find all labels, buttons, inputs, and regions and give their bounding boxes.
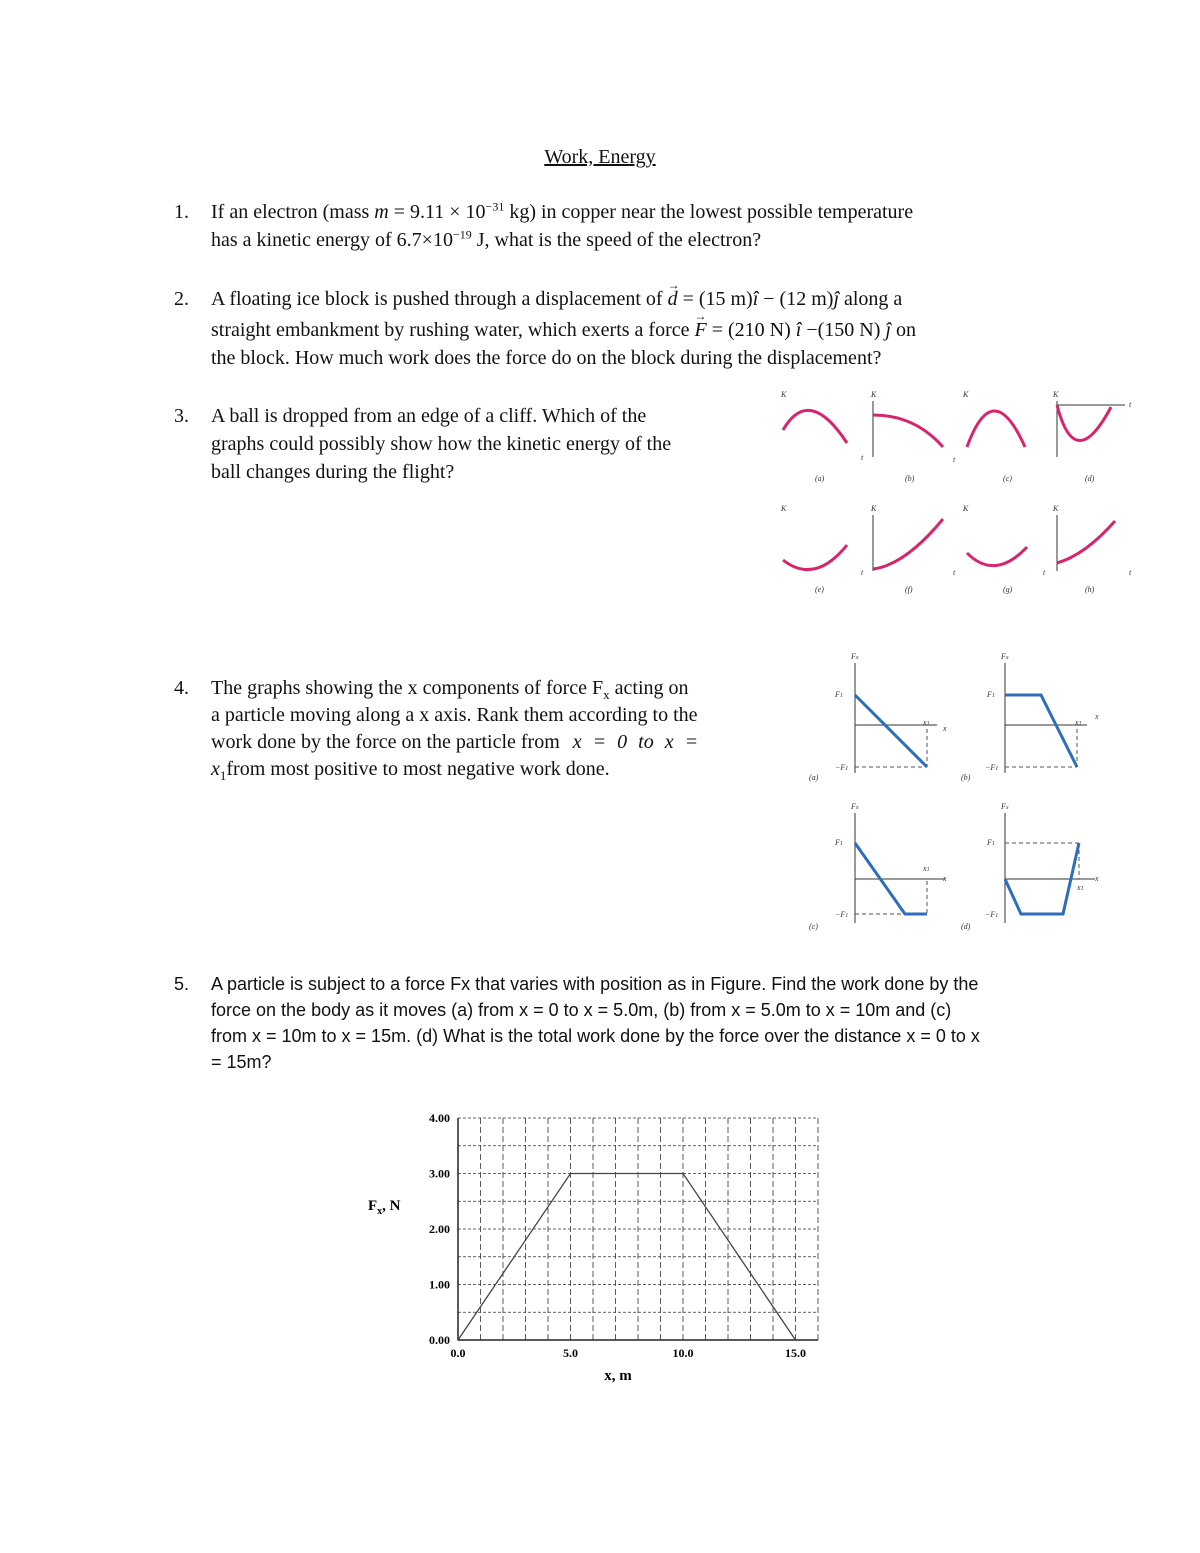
question-2-line-2: straight embankment by rushing water, which exerts a force → F = (210 N) î −(150 N) ĵ on xyxy=(211,316,916,344)
x-axis-label: x xyxy=(1095,712,1099,721)
question-3-line-1: A ball is dropped from an edge of a cliff. Which of the xyxy=(211,405,647,427)
question-number: 2. xyxy=(174,288,189,310)
fx-axis-label: Fx xyxy=(1001,802,1009,811)
question-5-line-4: = 15m? xyxy=(211,1052,272,1072)
chart-grid xyxy=(458,1118,818,1340)
data-point xyxy=(457,1339,459,1341)
f1-label: F1 xyxy=(987,838,995,847)
force-position-chart xyxy=(350,1090,840,1400)
graph-label: (a) xyxy=(809,773,819,782)
graph-label: (c) xyxy=(1003,474,1012,483)
t-axis-label: t xyxy=(861,453,864,462)
fx-axis-label: Fx xyxy=(851,802,859,811)
x-axis-label: x xyxy=(943,874,947,883)
data-point xyxy=(570,1173,572,1175)
f1-label: F1 xyxy=(835,838,843,847)
x-tick-labels xyxy=(451,1346,807,1360)
x-tick-label: 15.0 xyxy=(785,1346,806,1360)
k-axis-label: K xyxy=(871,390,877,399)
fx-graph-b xyxy=(961,652,1099,782)
graph-label: (d) xyxy=(961,922,971,931)
x1-label: x1 xyxy=(923,864,930,873)
graph-label: (e) xyxy=(815,585,824,594)
x-tick-label: 5.0 xyxy=(563,1346,578,1360)
y-axis-label: $F_x$, N xyxy=(368,1198,401,1217)
question-5-line-1: A particle is subject to a force Fx that varies with position as in Figure. Find the work done by the xyxy=(211,974,979,994)
t-axis-label: t xyxy=(953,568,956,577)
f1-label: F1 xyxy=(835,690,843,699)
t-axis-label: t xyxy=(1129,400,1132,409)
k-graph-b xyxy=(861,390,943,483)
k-graph-f xyxy=(861,504,943,594)
graph-label: (b) xyxy=(961,773,971,782)
fx-graph-c xyxy=(809,802,947,931)
kinetic-energy-graphs xyxy=(775,385,1140,600)
x-tick-label: 0.0 xyxy=(450,1346,466,1360)
t-axis-label: t xyxy=(1129,568,1132,577)
k-axis-label: K xyxy=(781,504,787,513)
k-curve xyxy=(873,519,943,569)
neg-f1-label: −F1 xyxy=(835,763,849,772)
graph-label: (a) xyxy=(815,474,825,483)
x-tick-label: 10.0 xyxy=(672,1346,694,1360)
fx-axis-label: Fx xyxy=(851,652,859,661)
question-number: 1. xyxy=(174,201,189,223)
k-graph-d xyxy=(1052,390,1132,483)
y-tick-label: 3.00 xyxy=(429,1166,450,1181)
y-tick-label: 0.00 xyxy=(429,1333,450,1347)
y-tick-labels xyxy=(429,1111,450,1347)
force-graphs xyxy=(805,645,1105,935)
question-3-line-3: ball changes during the flight? xyxy=(211,461,455,483)
k-curve xyxy=(967,411,1025,447)
k-graph-a xyxy=(780,390,847,483)
question-number: 5. xyxy=(174,974,190,994)
question-3-line-2: graphs could possibly show how the kinetic energy of the xyxy=(211,433,672,455)
k-graph-e xyxy=(780,504,847,594)
k-axis-label: K xyxy=(781,390,787,399)
fx-graph-d xyxy=(961,802,1099,931)
data-point xyxy=(795,1339,797,1341)
question-4-line-3: work done by the force on the particle from x = 0 to x = xyxy=(211,731,699,753)
graph-label: (g) xyxy=(1003,585,1013,594)
graph-label: (f) xyxy=(905,585,913,594)
k-curve xyxy=(873,415,943,447)
k-curve xyxy=(783,410,847,443)
k-axis-label: K xyxy=(1053,390,1059,399)
k-curve xyxy=(1057,405,1111,441)
question-1-line-2: has a kinetic energy of $6.7\times 10^{-19}$ J, what is the speed of the electron? xyxy=(211,227,762,251)
graph-label: (h) xyxy=(1085,585,1095,594)
graph-label: (c) xyxy=(809,922,818,931)
page-title: Work, Energy xyxy=(544,146,656,168)
t-axis-label: t xyxy=(861,568,864,577)
k-curve xyxy=(967,547,1027,566)
question-number: 3. xyxy=(174,405,189,427)
neg-f1-label: −F1 xyxy=(985,910,999,919)
question-1-line-1: If an electron (mass $m = 9.11 \times 10^{-31}$ kg) in copper near the lowest possible temperature xyxy=(211,199,914,223)
question-5-line-3: from x = 10m to x = 15m. (d) What is the total work done by the force over the distance x = 0 to x xyxy=(211,1026,980,1046)
k-axis-label: K xyxy=(1053,504,1059,513)
neg-f1-label: −F1 xyxy=(985,763,999,772)
y-tick-label: 4.00 xyxy=(429,1111,450,1125)
question-4-line-1: The graphs showing the x components of force $F_x$ acting on xyxy=(211,677,689,702)
fx-axis-label: Fx xyxy=(1001,652,1009,661)
x-axis-label: x, m xyxy=(604,1368,632,1384)
question-2-line-3: the block. How much work does the force do on the block during the displacement? xyxy=(211,347,882,369)
k-axis-label: K xyxy=(963,504,969,513)
neg-f1-label: −F1 xyxy=(835,910,849,919)
k-curve xyxy=(783,545,847,570)
f1-label: F1 xyxy=(987,690,995,699)
x-axis-label: x xyxy=(943,724,947,733)
question-number: 4. xyxy=(174,677,189,699)
k-axis-label: K xyxy=(963,390,969,399)
x1-label: x1 xyxy=(1075,718,1082,727)
k-curve xyxy=(1057,521,1115,563)
k-graph-g xyxy=(953,504,1027,594)
k-graph-h xyxy=(1043,504,1132,594)
y-tick-label: 2.00 xyxy=(429,1222,450,1236)
question-2-line-1: A floating ice block is pushed through a displacement of → d = (15 m)î − (12 m)ĵ along a xyxy=(211,285,902,313)
force-line xyxy=(1005,695,1077,767)
question-5-line-2: force on the body as it moves (a) from x = 0 to x = 5.0m, (b) from x = 5.0m to x = 10m and (c) xyxy=(211,1000,952,1020)
fx-graph-a xyxy=(809,652,947,782)
graph-label: (d) xyxy=(1085,474,1095,483)
x1-label: x1 xyxy=(923,718,930,727)
question-4-line-2: a particle moving along a x axis. Rank them according to the xyxy=(211,704,698,726)
k-axis-label: K xyxy=(871,504,877,513)
force-line xyxy=(855,695,927,767)
question-4-line-4: $x_1from$ most positive to most negative work done. xyxy=(211,758,610,783)
data-point xyxy=(682,1173,684,1175)
x1-label: x1 xyxy=(1077,883,1084,892)
t-axis-label: t xyxy=(953,455,956,464)
graph-label: (b) xyxy=(905,474,915,483)
k-graph-c xyxy=(953,390,1025,483)
x-axis-label: x xyxy=(1095,874,1099,883)
t-axis-label: t xyxy=(1043,568,1046,577)
y-tick-label: 1.00 xyxy=(429,1277,450,1292)
